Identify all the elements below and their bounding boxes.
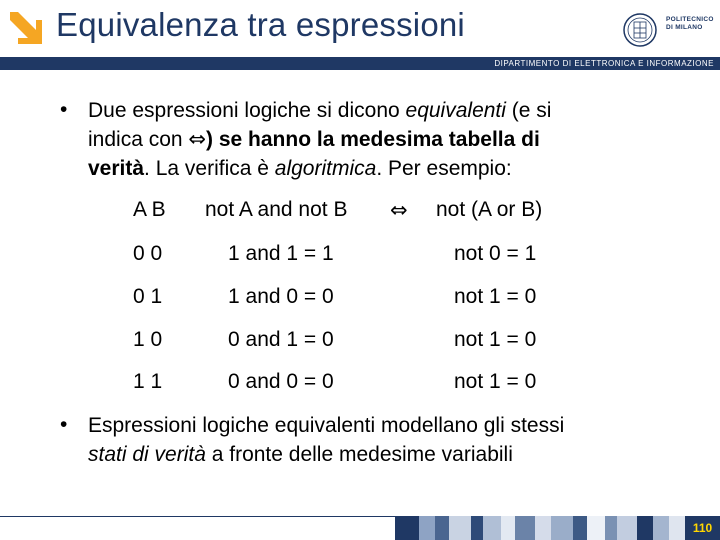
equivalence-symbol: ⇔ (390, 198, 408, 222)
emphasis-text: stati di verità (88, 443, 206, 466)
equivalence-symbol: ⇔ (188, 127, 207, 151)
bold-text: verità (88, 157, 145, 180)
institution-line1: POLITECNICO (666, 16, 714, 23)
table-header-ab: A B (133, 198, 166, 221)
text-span: . La verifica è (144, 157, 275, 180)
text-span: . Per esempio: (376, 157, 512, 180)
bullet-paragraph-1 (88, 96, 551, 183)
bullet-1-line-2 (88, 125, 551, 154)
table-cell-ab: 0 0 (133, 242, 163, 265)
bullet-marker: • (60, 413, 68, 436)
institution-logo (622, 12, 718, 50)
emphasis-text: algoritmica (274, 157, 377, 180)
text-span: Due espressioni logiche si dicono (88, 99, 406, 122)
bullet-2-line-1: Espressioni logiche equivalenti modellano gli stessi (88, 414, 565, 437)
institution-line2: DI MILANO (666, 24, 703, 31)
bullet-1-line-3 (88, 154, 551, 183)
table-cell-left: 0 and 1 = 0 (228, 328, 334, 351)
bullet-1-line-1 (88, 96, 551, 125)
bullet-paragraph-2 (88, 411, 564, 469)
table-cell-right: not 0 = 1 (454, 242, 537, 265)
table-header-left: not A and not B (205, 198, 348, 221)
table-cell-left: 1 and 1 = 1 (228, 242, 334, 265)
polimi-seal-icon (622, 12, 658, 48)
bullet-2-line-2 (88, 440, 564, 469)
text-span: (e si (505, 99, 552, 122)
table-cell-ab: 1 1 (133, 370, 163, 393)
text-span: a fronte delle medesime variabili (205, 443, 513, 466)
department-label: DIPARTIMENTO DI ELETTRONICA E INFORMAZIONE (494, 59, 714, 68)
footer-decoration (395, 516, 685, 540)
arrow-logo-icon (6, 8, 46, 48)
table-header-right: not (A or B) (436, 198, 543, 221)
table-cell-left: 0 and 0 = 0 (228, 370, 334, 393)
table-cell-ab: 0 1 (133, 285, 163, 308)
bullet-marker: • (60, 98, 68, 121)
table-cell-right: not 1 = 0 (454, 328, 537, 351)
table-cell-ab: 1 0 (133, 328, 163, 351)
table-cell-left: 1 and 0 = 0 (228, 285, 334, 308)
table-cell-right: not 1 = 0 (454, 370, 537, 393)
page-number: 110 (685, 516, 720, 540)
table-cell-right: not 1 = 0 (454, 285, 537, 308)
page-title: Equivalenza tra espressioni (56, 6, 465, 43)
text-span: ) se hanno la medesima tabella di (206, 128, 540, 151)
institution-name (666, 16, 714, 32)
emphasis-text: equivalenti (405, 99, 506, 122)
text-span: indica con (88, 128, 189, 151)
footer-line (0, 516, 395, 517)
